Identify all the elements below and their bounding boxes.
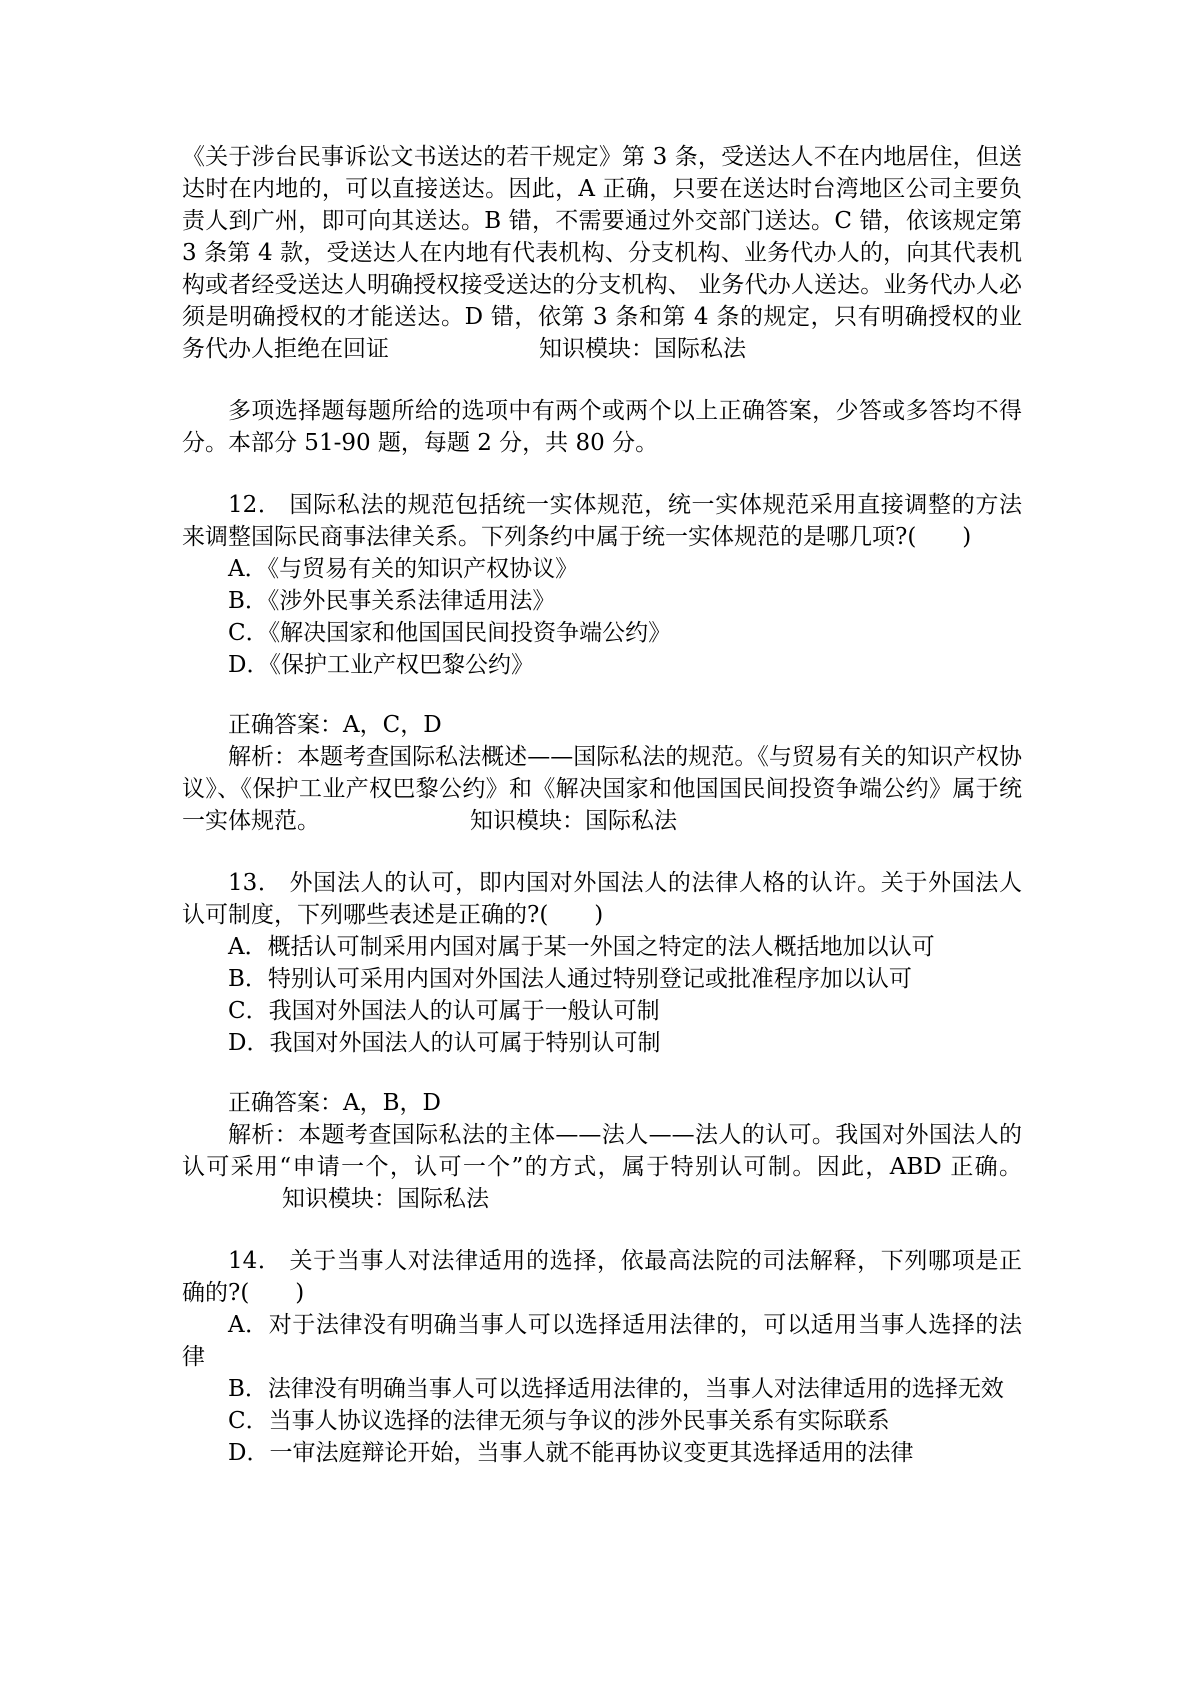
intro-paragraph [182, 141, 1022, 365]
analysis-text: 解析：本题考查国际私法概述——国际私法的规范。《与贸易有关的知识产权协议》、《保护工业产权巴黎公约》和《解决国家和他国国民间投资争端公约》属于统一实体规范。 [182, 744, 1022, 834]
analysis-text: 解析：本题考查国际私法的主体——法人——法人的认可。我国对外国法人的认可采用“申请一个，认可一个”的方式，属于特别认可制。因此，ABD 正确。 [182, 1122, 1022, 1180]
option-b: B．法律没有明确当事人可以选择适用法律的，当事人对法律适用的选择无效 [228, 1376, 1004, 1402]
knowledge-module: 知识模块：国际私法 [282, 1186, 489, 1212]
section-instruction: 多项选择题每题所给的选项中有两个或两个以上正确答案，少答或多答均不得分。本部分 51-90 题，每题 2 分，共 80 分。 [182, 398, 1022, 456]
question-stem: 12． 国际私法的规范包括统一实体规范，统一实体规范采用直接调整的方法来调整国际民商事法律关系。下列条约中属于统一实体规范的是哪几项?( ) [182, 492, 1022, 550]
option-c: C．我国对外国法人的认可属于一般认可制 [228, 998, 660, 1024]
intro-text: 《关于涉台民事诉讼文书送达的若干规定》第 3 条，受送达人不在内地居住，但送达时在内地的，可以直接送达。因此，A 正确，只要在送达时台湾地区公司主要负责人到广州，即可向其送达。B 错，不需要通过外交部门送达。C 错，依该规定第 3 条第 4 款，受送达人在内地有代表机构、分支机构、业务代办人的，向其代表机构或者经受送达人明确授权接受送达的分支机构、 业务代办人送达。业务代办人必须是明确授权的才能送达。D 错，依第 3 条和第 4 条的规定，只有明确授权的业务代办人拒绝在回证 [182, 144, 1022, 362]
option-b: B．《涉外民事关系法律适用法》 [228, 588, 556, 614]
option-c: C．当事人协议选择的法律无须与争议的涉外民事关系有实际联系 [228, 1408, 890, 1434]
analysis [182, 1119, 1022, 1215]
option-b: B．特别认可采用内国对外国法人通过特别登记或批准程序加以认可 [228, 966, 912, 992]
knowledge-module: 知识模块：国际私法 [470, 808, 677, 834]
option-a: A．《与贸易有关的知识产权协议》 [228, 556, 579, 582]
correct-answer: 正确答案：A，C，D [228, 712, 442, 738]
question-14 [182, 1245, 1022, 1469]
option-d: D．一审法庭辩论开始，当事人就不能再协议变更其选择适用的法律 [228, 1440, 914, 1466]
option-c: C．《解决国家和他国国民间投资争端公约》 [228, 620, 672, 646]
option-a: A．概括认可制采用内国对属于某一外国之特定的法人概括地加以认可 [228, 934, 935, 960]
document-page [182, 141, 1022, 1469]
option-d: D．《保护工业产权巴黎公约》 [228, 652, 534, 678]
question-12 [182, 489, 1022, 837]
analysis [182, 741, 1022, 837]
correct-answer: 正确答案：A，B，D [228, 1090, 441, 1116]
option-d: D．我国对外国法人的认可属于特别认可制 [228, 1030, 661, 1056]
question-stem: 13． 外国法人的认可，即内国对外国法人的法律人格的认许。关于外国法人认可制度，下列哪些表述是正确的?( ) [182, 870, 1022, 928]
intro-module: 知识模块：国际私法 [539, 336, 746, 362]
option-a: A．对于法律没有明确当事人可以选择适用法律的，可以适用当事人选择的法律 [182, 1312, 1022, 1370]
question-stem: 14． 关于当事人对法律适用的选择，依最高法院的司法解释，下列哪项是正确的?( ) [182, 1248, 1022, 1306]
question-13 [182, 867, 1022, 1215]
